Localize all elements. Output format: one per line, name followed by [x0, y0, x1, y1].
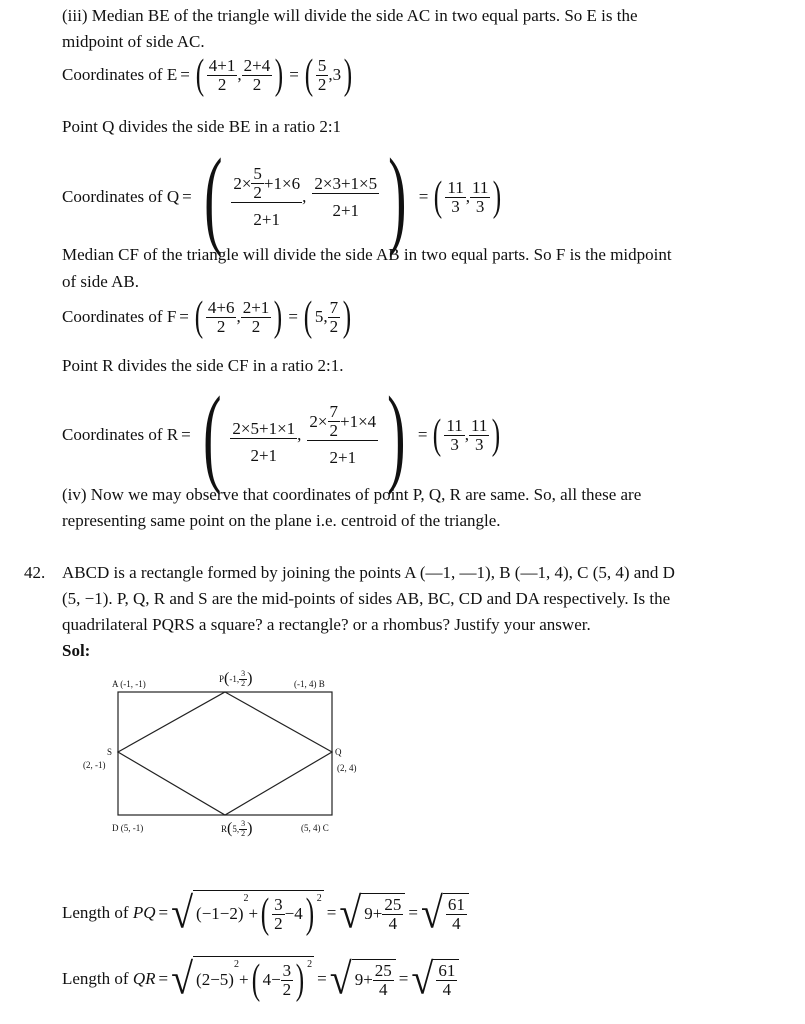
q-frac-x: 2× $\frac{5}{2}$ +1×6 2+1	[233, 164, 301, 229]
equation-f: Coordinates of F = ( $\frac{4+6}{2}$ , $\frac{2+1}{2}$ ) = ( 5, $\frac{7}{2}$ )	[62, 294, 352, 340]
q-result-x: $\frac{11}{3}$	[447, 177, 464, 216]
equation-pq: Length of PQ = √ (−1−2) 2 + ( $\frac{3}{2}$ −4 ) $^2$ = √ 9+ $\frac{25}{4}$ = √ $\frac{61}{4}$	[62, 890, 469, 935]
q-result-y: $\frac{11}{3}$	[471, 177, 489, 216]
q42-line3: quadrilateral PQRS a square? a rectangle? or a rhombus? Justify your answer.	[62, 615, 591, 634]
f-result-y: $\frac{7}{2}$	[329, 297, 339, 336]
pq-label: Length of	[62, 902, 129, 922]
para-iv-line1: (iv) Now we may observe that coordinates of point P, Q, R are same. So, all these are	[62, 485, 642, 504]
e-label: Coordinates of E	[62, 65, 178, 84]
equation-r: Coordinates of R = ( $\frac{2\times 5+1\times 1}{2+1}$ , 2× $\frac{7}{2}$ +1×4 2+1 ) = ( $\frac{11}{3}$ , $\frac{11}{3}$ )	[62, 374, 501, 496]
r-frac-y: 2× $\frac{7}{2}$ +1×4 2+1	[309, 402, 377, 467]
label-s-coord: (2, -1)	[83, 760, 106, 770]
rectangle-abcd	[118, 692, 332, 815]
pq-sqrt-3: √ $\frac{61}{4}$	[421, 893, 469, 933]
equation-e: Coordinates of E = ( $\frac{4+1}{2}$ , $\frac{2+4}{2}$ ) = ( $\frac{5}{2}$ ,3 )	[62, 52, 353, 98]
qr-sqrt-2: √ 9+ $\frac{25}{4}$	[330, 959, 396, 999]
q42-line1: ABCD is a rectangle formed by joining the points A (—1, —1), B (—1, 4), C (5, 4) and D	[62, 563, 675, 582]
equation-qr: Length of QR = √ (2−5) 2 + ( 4− $\frac{3}{2}$ ) $^2$ = √ 9+ $\frac{25}{4}$ = √ $\frac{61}{4}$	[62, 956, 459, 1001]
qr-label: Length of	[62, 968, 129, 988]
f-frac-y: $\frac{2+1}{2}$	[242, 297, 270, 336]
question-number: 42.	[24, 563, 46, 582]
para-f-line1: Median CF of the triangle will divide the side AB in two equal parts. So F is the midpoint	[62, 245, 672, 264]
equation-q: Coordinates of Q = ( 2× $\frac{5}{2}$ +1×6 2+1 , $\frac{2\times 3+1\times 5}{2+1}$ ) = ( $\frac{11}{3}$ , $\frac{11}{3}$ )	[62, 136, 502, 258]
r-intro: Point R divides the side CF in a ratio 2:1.	[62, 356, 344, 375]
r-frac-x: $\frac{2\times 5+1\times 1}{2+1}$	[230, 406, 297, 465]
q-intro: Point Q divides the side BE in a ratio 2:1	[62, 117, 342, 136]
q42-line2: (5, −1). P, Q, R and S are the mid-points of sides AB, BC, CD and DA respectively. Is the	[62, 589, 671, 608]
label-b: (-1, 4) B	[294, 679, 325, 689]
pq-sqrt-1: √ (−1−2) 2 + ( $\frac{3}{2}$ −4 ) $^2$	[171, 887, 322, 937]
rhombus-pqrs	[118, 692, 332, 815]
label-p: P ( -1, $\frac{3}{2}$ )	[219, 669, 253, 688]
label-q-letter: Q	[335, 747, 342, 757]
para-f-line2: of side AB.	[62, 272, 139, 291]
e-result-x: $\frac{5}{2}$	[317, 55, 327, 94]
qr-sqrt-1: √ (2−5) 2 + ( 4− $\frac{3}{2}$ ) $^2$	[171, 953, 313, 1003]
qr-sqrt-3: √ $\frac{61}{4}$	[411, 959, 459, 999]
sol-label: Sol:	[62, 641, 91, 660]
label-a: A (-1, -1)	[112, 679, 146, 689]
para-iv-line2: representing same point on the plane i.e. centroid of the triangle.	[62, 511, 501, 530]
r-result-x: $\frac{11}{3}$	[446, 415, 463, 454]
f-frac-x: $\frac{4+6}{2}$	[207, 297, 235, 336]
label-q-coord: (2, 4)	[337, 763, 357, 773]
e-frac-y: $\frac{2+4}{2}$	[243, 55, 271, 94]
pq-sqrt-2: √ 9+ $\frac{25}{4}$	[339, 893, 405, 933]
para-iii-line2: midpoint of side AC.	[62, 32, 205, 51]
q-label: Coordinates of Q	[62, 187, 180, 206]
label-s-letter: S	[107, 747, 113, 757]
f-label: Coordinates of F	[62, 307, 177, 326]
e-frac-x: $\frac{4+1}{2}$	[208, 55, 236, 94]
r-result-y: $\frac{11}{3}$	[471, 415, 488, 454]
label-d: D (5, -1)	[112, 823, 144, 833]
r-label: Coordinates of R	[62, 425, 179, 444]
q-frac-y: $\frac{2\times 3+1\times 5}{2+1}$	[314, 173, 378, 220]
label-r: R ( 5, $\frac{3}{2}$ )	[221, 819, 253, 838]
label-c: (5, 4) C	[301, 823, 329, 833]
para-iii-line1: (iii) Median BE of the triangle will divide the side AC in two equal parts. So E is the	[62, 6, 638, 25]
